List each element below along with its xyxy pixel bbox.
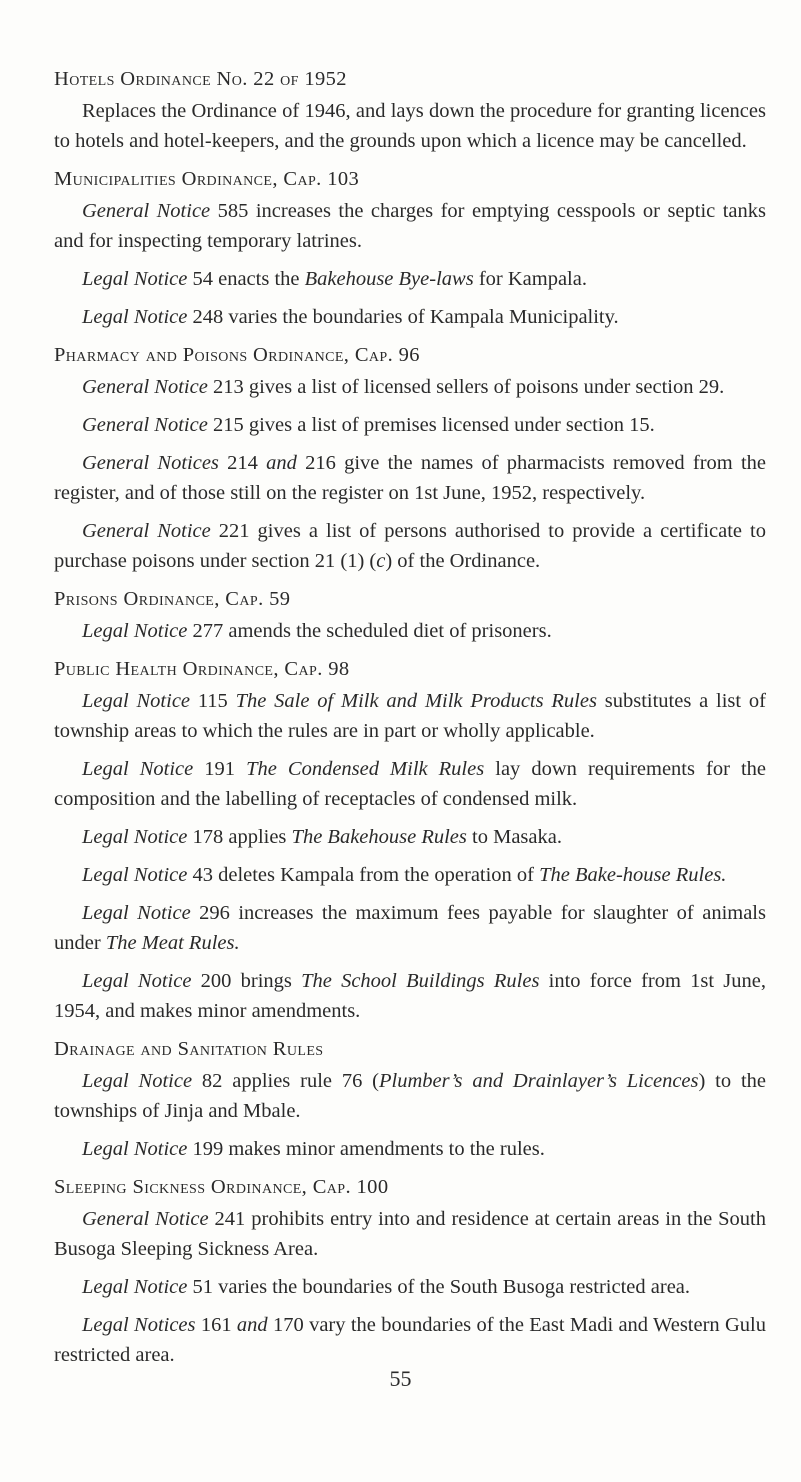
section-paragraph	[54, 196, 766, 256]
section-heading: Municipalities Ordinance, Cap. 103	[54, 168, 360, 190]
text-run: 170 vary the boundaries of the East Madi and Western Gulu restricted area.	[54, 1314, 766, 1366]
text-run: into force from 1st June, 1954, and makes minor amendments.	[54, 970, 766, 1022]
section-paragraph	[54, 822, 766, 852]
section-paragraph	[54, 1134, 766, 1164]
section-paragraph	[54, 372, 766, 402]
italic-text-run: General Notice	[82, 200, 211, 222]
text-run: to Masaka.	[466, 826, 562, 848]
page-number: 55	[389, 1366, 412, 1391]
text-run: 221 gives a list of persons authorised to provide a certificate to purchase poisons under section 21 (1) (	[54, 520, 766, 572]
italic-text-run: Legal Notice	[82, 1276, 188, 1298]
text-run: 200 brings	[191, 970, 302, 992]
text-run: for Kampala.	[473, 268, 587, 290]
italic-text-run: Legal Notice	[82, 826, 188, 848]
section-paragraph	[54, 1066, 766, 1126]
italic-text-run: Legal Notices	[82, 1314, 196, 1336]
section-paragraph	[54, 302, 766, 332]
section-paragraph	[54, 898, 766, 958]
text-run: 241 prohibits entry into and residence at certain areas in the South Busoga Sleeping Sickness Area.	[54, 1208, 766, 1260]
text-run: 585 increases the charges for emptying cesspools or septic tanks and for inspecting temporary latrines.	[54, 200, 766, 252]
italic-text-run: Bakehouse Bye-laws	[304, 268, 474, 290]
italic-text-run: The School Buildings Rules	[301, 970, 540, 992]
italic-text-run: Legal Notice	[82, 620, 188, 642]
section-paragraph	[54, 410, 766, 440]
italic-text-run: Legal Notice	[82, 690, 191, 712]
text-run: 82 applies rule 76 (	[192, 1070, 379, 1092]
section-paragraph	[54, 860, 766, 890]
italic-text-run: The Condensed Milk Rules	[246, 758, 485, 780]
section-paragraph	[54, 966, 766, 1026]
section-heading: Sleeping Sickness Ordinance, Cap. 100	[54, 1176, 389, 1198]
section-heading: Prisons Ordinance, Cap. 59	[54, 588, 291, 610]
italic-text-run: Legal Notice	[82, 864, 188, 886]
text-run: 191	[193, 758, 247, 780]
italic-text-run: Legal Notice	[82, 1138, 188, 1160]
section-paragraph	[54, 1310, 766, 1370]
text-run: 277 amends the scheduled diet of prisoners.	[187, 620, 552, 642]
text-run: 248 varies the boundaries of Kampala Municipality.	[187, 306, 619, 328]
section-heading: Public Health Ordinance, Cap. 98	[54, 658, 350, 680]
section-paragraph	[54, 264, 766, 294]
italic-text-run: and	[266, 452, 297, 474]
text-run: ) to the townships of Jinja and Mbale.	[54, 1070, 766, 1122]
italic-text-run: General Notices	[82, 452, 219, 474]
italic-text-run: Legal Notice	[82, 268, 188, 290]
section-paragraph	[54, 448, 766, 508]
italic-text-run: The Bakehouse Rules	[291, 826, 467, 848]
text-run: 215 gives a list of premises licensed under section 15.	[207, 414, 655, 436]
section-paragraph	[54, 516, 766, 576]
text-run: ) of the Ordinance.	[385, 550, 541, 572]
italic-text-run: General Notice	[82, 520, 211, 542]
text-run: 296 increases the maximum fees payable for slaughter of animals under	[54, 902, 766, 954]
italic-text-run: The Meat Rules.	[105, 932, 240, 954]
text-run: 51 varies the boundaries of the South Busoga restricted area.	[187, 1276, 691, 1298]
section-heading: Hotels Ordinance No. 22 of 1952	[54, 68, 347, 90]
text-run: Replaces the Ordinance of 1946, and lays down the procedure for granting licences to hotels and hotel-keepers, and the grounds upon which a licence may be cancelled.	[54, 100, 766, 152]
text-run: 216 give the names of pharmacists removed from the register, and of those still on the register on 1st June, 1952, respectively.	[54, 452, 767, 504]
italic-text-run: General Notice	[82, 414, 208, 436]
italic-text-run: General Notice	[82, 376, 208, 398]
section-paragraph	[54, 96, 766, 156]
italic-text-run: Plumber’s and Drainlayer’s Licences	[378, 1070, 699, 1092]
italic-text-run: c	[376, 550, 386, 572]
text-run: 178 applies	[187, 826, 292, 848]
section-heading: Pharmacy and Poisons Ordinance, Cap. 96	[54, 344, 420, 366]
section-paragraph	[54, 616, 766, 646]
section-paragraph	[54, 1272, 766, 1302]
italic-text-run: Legal Notice	[82, 902, 191, 924]
italic-text-run: Legal Notice	[82, 758, 194, 780]
text-run: 199 makes minor amendments to the rules.	[187, 1138, 545, 1160]
text-run: 43 deletes Kampala from the operation of	[187, 864, 540, 886]
text-run: 214	[218, 452, 267, 474]
section-paragraph	[54, 1204, 766, 1264]
italic-text-run: Legal Notice	[82, 1070, 193, 1092]
section-heading: Drainage and Sanitation Rules	[54, 1038, 324, 1060]
italic-text-run: The Sale of Milk and Milk Products Rules	[235, 690, 597, 712]
italic-text-run: and	[236, 1314, 268, 1336]
italic-text-run: Legal Notice	[82, 306, 188, 328]
text-run: 161	[195, 1314, 237, 1336]
text-run: 54 enacts the	[187, 268, 305, 290]
text-run: 115	[190, 690, 236, 712]
section-paragraph	[54, 754, 766, 814]
text-run: lay down requirements for the composition and the labelling of receptacles of condensed milk.	[54, 758, 767, 810]
italic-text-run: The Bake-house Rules.	[539, 864, 727, 886]
text-run: 213 gives a list of licensed sellers of poisons under section 29.	[207, 376, 725, 398]
section-paragraph	[54, 686, 766, 746]
italic-text-run: Legal Notice	[82, 970, 192, 992]
italic-text-run: General Notice	[82, 1208, 209, 1230]
text-run: substitutes a list of township areas to which the rules are in part or wholly applicable.	[54, 690, 766, 742]
document-body	[54, 64, 766, 1378]
